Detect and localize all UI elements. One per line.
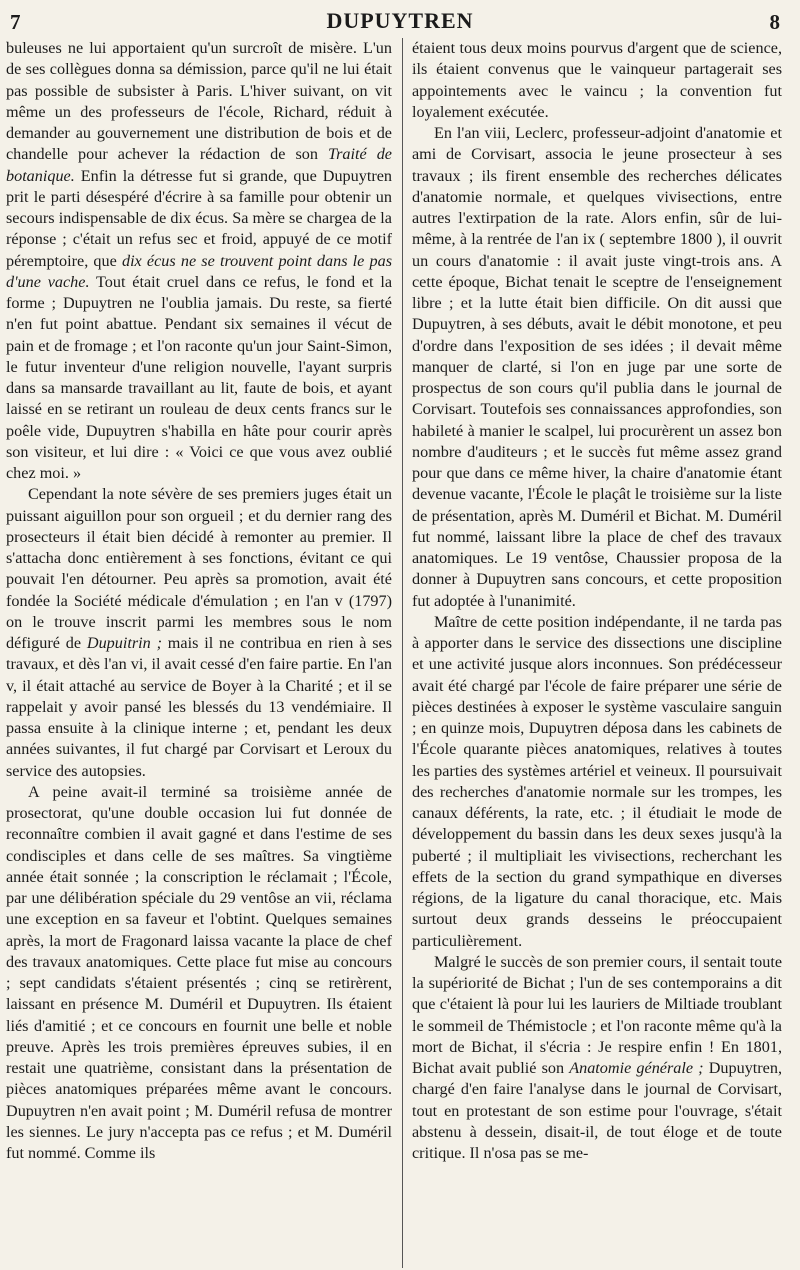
page-number-right: 8: [769, 10, 780, 34]
text-run: Cependant la note sévère de ses premiers juges était un puissant aiguillon pour son orgueil ; et du dernier rang des prosecteurs il était bien décidé à remonter au premier. Il s'attacha donc entièrement à ses fonctions, évitant ce qui pouvait l'en détourner. Peu après sa promotion, avait été fondée la Société médicale d'émulation ; en l'an v (1797) on le trouve inscrit parmi les membres sous le nom défiguré de: [6, 485, 392, 652]
italic-quote: dix écus ne se trouvent point dans le pas d'une vache.: [6, 251, 393, 291]
text-run: Malgré le succès de son premier cours, il sentait toute la supériorité de Bichat ; l'un de ses contemporains a dit que c'étaient là pour lui les lauriers de Miltiade troublant le sommeil de Thémistocle ; et l'on raconte même qu'à la mort de Bichat, il s'écria : Je respire enfin ! En 1801, Bichat avait publié son: [412, 952, 782, 1077]
paragraph: étaient tous deux moins pourvus d'argent que de science, ils étaient convenus que le vainqueur partagerait ses appointements avec le vaincu ; la convention fut loyalement exécutée.: [412, 39, 782, 121]
running-header: [6, 6, 794, 36]
text-run: Enfin la détresse fut si grande, que Dupuytren prit le parti désespéré d'écrire à sa famille pour obtenir un secours indispensable de dix écus. Sa mère se chargea de la réponse ; c'était un refus sec et froid, appuyé de ce motif péremptoire, que: [6, 166, 392, 270]
text-run: buleuses ne lui apportaient qu'un surcroît de misère. L'un de ses collègues donna sa démission, parce qu'il ne lui était pas possible de subsister à Paris. L'hiver suivant, on vit même un des professeurs de l'école, Richard, réduit à demander au gouvernement une distribution de bois et de chandelle pour achever la rédaction de son: [6, 39, 392, 164]
paragraph: [6, 38, 392, 484]
text-run: Tout était cruel dans ce refus, le fond et la forme ; Dupuytren ne l'oublia jamais. Du reste, sa fierté n'en fut point abattue. Pendant six semaines il vécut de pain et de fromage ; et l'on raconte qu'un jour Saint-Simon, le futur inventeur d'une religion nouvelle, l'ayant surpris dans sa mansarde travaillant au lit, faute de bois, et ayant laissé en se retirant un rouleau de deux cents francs sur le poêle vide, Dupuytren s'habilla en hâte pour courir après son visiteur, et lui dire : « Voici ce que vous avez oublié chez moi. »: [6, 272, 392, 482]
left-column: [6, 38, 392, 1164]
paragraph: [412, 952, 782, 1165]
paragraph: Maître de cette position indépendante, il ne tarda pas à apporter dans le service des dissections une discipline et une activité jusque alors inconnues. Son prédécesseur avait été chargé par l'école de faire préparer une série de pièces destinées à exposer le système vasculaire sanguin ; en quinze mois, Dupuytren déposa dans les cabinets de l'École quarante pièces anatomiques, relatives à toutes les parties des systèmes artériel et veineux. Il poursuivait des recherches d'anatomie normale sur les trompes, les canaux déférents, la rate, etc. ; il étudiait le mode de développement du bassin dans les deux sexes jusqu'à la puberté ; il multipliait les vivisections, recherchant les effets de la section du grand sympathique en diverses régions, de la ligature du canal thoracique, etc. Mais surtout deux grands desseins le préoccupaient particulièrement.: [412, 612, 782, 950]
text-run: mais il ne contribua en rien à ses travaux, et dès l'an vi, il avait cessé d'en faire partie. En l'an v, il était attaché au service de Boyer à la Charité ; et il se rappelait y avoir pansé les blessés du 13 vendémiaire. Il passa ensuite à la clinique interne ; et, pendant les deux années suivantes, il fut chargé par Corvisart et Leroux du service des autopsies.: [6, 634, 393, 780]
italic-name: Dupuitrin ;: [86, 634, 162, 652]
paragraph: En l'an viii, Leclerc, professeur-adjoint d'anatomie et ami de Corvisart, associa le jeune prosecteur à ses travaux ; ils firent ensemble des recherches délicates d'anatomie normale, et quelques vivisections, entre autres l'extirpation de la rate. Alors enfin, sûr de lui-même, à la rentrée de l'an ix ( septembre 1800 ), il ouvrit un cours d'anatomie : il avait juste vingt-trois ans. A cette époque, Bichat tenait le sceptre de l'enseignement libre ; et la lutte était bien difficile. On dit aussi que Dupuytren, à ses débuts, avait le débit monotone, et peu d'ordre dans l'exposition de ses idées ; il devait même manquer de clarté, si l'on en juge par une sorte de prospectus de son cours qu'il publia dans le journal de Corvisart. Toutefois ses connaissances approfondies, son habileté à manier le scalpel, lui procurèrent un assez bon nombre d'auditeurs ; et le succès fut même assez grand pour que dans ce même hiver, la chaire d'anatomie étant devenue vacante, l'École le plaçât le troisième sur la liste de présentation, après M. Duméril et Bichat. M. Duméril fut nommé, laissant libre la place de chef des travaux anatomiques. Le 19 ventôse, Chaussier proposa de la donner à Dupuytren sans concours, et cette proposition fut adoptée à l'unanimité.: [412, 124, 782, 610]
page-number-left: 7: [10, 10, 21, 34]
paragraph: [6, 484, 392, 782]
right-column: [412, 38, 782, 1164]
paragraph: A peine avait-il terminé sa troisième année de prosectorat, qu'une double occasion lui fut donnée de reconnaître combien il avait gagné et dans l'estime de ses condisciples et dans celle de ses maîtres. Sa vingtième année était sonnée ; la conscription le réclamait ; l'École, par une délibération spéciale du 29 ventôse an vii, réclama une exception en sa faveur et l'obtint. Quelques semaines après, la mort de Fragonard laissa vacante la place de chef des travaux anatomiques. Cette place fut mise au concours ; sept candidats s'étaient présentés ; cinq se retirèrent, laissant en présence M. Duméril et Dupuytren. Ils étaient liés d'amitié ; et ce concours en fournit une belle et noble preuve. Après les trois premières épreuves subies, il en restait une quatrième, consistant dans la présentation de pièces anatomiques préparées même avant le concours. Dupuytren n'en avait point ; M. Duméril refusa de montrer les siennes. Le jury n'accepta pas ce refus ; et M. Duméril fut nommé. Comme ils: [6, 782, 392, 1162]
column-rule: [402, 38, 403, 1268]
text-run: Dupuytren, chargé d'en faire l'analyse dans le journal de Corvisart, tout en protestant de son estime pour l'ouvrage, s'était abstenu à dessein, disait-il, de tout éloge et de toute critique. Il n'osa pas se me-: [412, 1059, 782, 1162]
two-column-body: [6, 38, 794, 1164]
italic-title: Anatomie générale ;: [569, 1059, 704, 1077]
running-title: DUPUYTREN: [326, 8, 474, 33]
italic-title: Traité de botanique.: [6, 145, 392, 185]
